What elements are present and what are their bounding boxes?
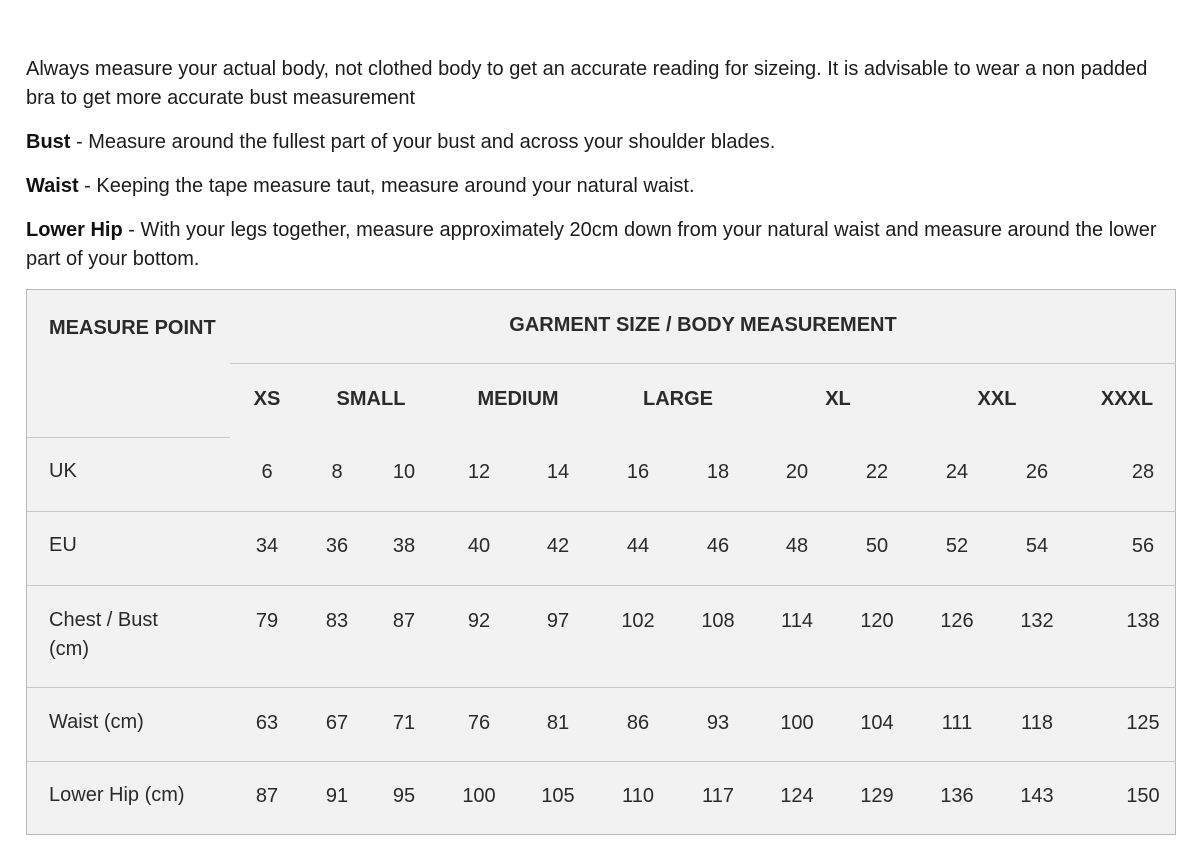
table-cell: 14 <box>546 461 570 483</box>
table-cell: 71 <box>392 712 416 734</box>
table-cell: 104 <box>860 712 894 734</box>
table-cell: 92 <box>467 610 491 632</box>
row-label: Chest / Bust (cm) <box>49 609 158 660</box>
size-group-xxxl: XXXL <box>1100 388 1154 410</box>
table-cell: 18 <box>706 461 730 483</box>
table-cell: 50 <box>865 535 889 557</box>
table-cell: 36 <box>325 535 349 557</box>
row-label: EU <box>49 534 77 556</box>
waist-text: - Keeping the tape measure taut, measure around your natural waist. <box>78 175 695 197</box>
table-divider <box>230 363 1176 364</box>
table-cell: 150 <box>1126 785 1160 807</box>
table-cell: 91 <box>325 785 349 807</box>
table-cell: 56 <box>1131 535 1155 557</box>
garment-size-header: GARMENT SIZE / BODY MEASUREMENT <box>509 314 897 336</box>
hip-text: - With your legs together, measure approximately 20cm down from your natural waist and measure around the lower part of your bottom. <box>26 219 1157 270</box>
table-cell: 124 <box>780 785 814 807</box>
table-cell: 79 <box>255 610 279 632</box>
table-divider <box>27 687 1176 688</box>
table-cell: 117 <box>702 785 734 807</box>
row-label: Lower Hip (cm) <box>49 784 185 806</box>
table-cell: 20 <box>785 461 809 483</box>
table-cell: 93 <box>706 712 730 734</box>
table-cell: 143 <box>1020 785 1054 807</box>
table-cell: 16 <box>626 461 650 483</box>
table-cell: 67 <box>325 712 349 734</box>
table-divider <box>27 585 1176 586</box>
table-cell: 38 <box>392 535 416 557</box>
bust-text: - Measure around the fullest part of your bust and across your shoulder blades. <box>70 131 776 153</box>
table-cell: 100 <box>780 712 814 734</box>
row-label: Waist (cm) <box>49 711 144 733</box>
size-group-small: SMALL <box>336 388 406 410</box>
hip-instruction <box>26 216 1176 274</box>
general-instruction: Always measure your actual body, not clothed body to get an accurate reading for sizeing. It is advisable to wear a non padded bra to get more accurate bust measurement <box>26 58 1148 109</box>
table-cell: 138 <box>1126 610 1160 632</box>
table-cell: 86 <box>626 712 650 734</box>
table-divider <box>27 761 1176 762</box>
table-cell: 40 <box>467 535 491 557</box>
table-cell: 10 <box>392 461 416 483</box>
hip-term: Lower Hip <box>26 219 123 241</box>
table-cell: 26 <box>1025 461 1049 483</box>
table-cell: 12 <box>467 461 491 483</box>
table-cell: 126 <box>940 610 974 632</box>
waist-term: Waist <box>26 175 79 197</box>
size-chart-table <box>26 289 1176 835</box>
table-cell: 76 <box>467 712 491 734</box>
table-cell: 120 <box>860 610 894 632</box>
table-cell: 54 <box>1025 535 1049 557</box>
table-cell: 100 <box>462 785 496 807</box>
table-cell: 83 <box>325 610 349 632</box>
row-label: UK <box>49 460 77 482</box>
table-cell: 125 <box>1126 712 1160 734</box>
waist-instruction <box>26 172 1176 201</box>
table-cell: 111 <box>941 712 973 734</box>
table-cell: 110 <box>622 785 654 807</box>
table-cell: 48 <box>785 535 809 557</box>
table-cell: 97 <box>546 610 570 632</box>
table-cell: 129 <box>860 785 894 807</box>
table-cell: 108 <box>701 610 735 632</box>
table-divider <box>27 511 1176 512</box>
table-divider <box>27 437 230 438</box>
table-cell: 87 <box>392 610 416 632</box>
table-cell: 8 <box>331 461 343 483</box>
size-group-xxl: XXL <box>977 388 1017 410</box>
table-cell: 22 <box>865 461 889 483</box>
table-cell: 105 <box>541 785 575 807</box>
table-cell: 34 <box>255 535 279 557</box>
table-cell: 136 <box>940 785 974 807</box>
bust-term: Bust <box>26 131 71 153</box>
table-cell: 87 <box>255 785 279 807</box>
measure-point-header: MEASURE POINT <box>49 317 216 339</box>
table-cell: 44 <box>626 535 650 557</box>
table-cell: 81 <box>546 712 570 734</box>
table-cell: 24 <box>945 461 969 483</box>
table-cell: 42 <box>546 535 570 557</box>
size-group-xl: XL <box>825 388 851 410</box>
table-cell: 95 <box>392 785 416 807</box>
table-cell: 114 <box>781 610 813 632</box>
bust-instruction <box>26 128 1176 157</box>
size-group-medium: MEDIUM <box>477 388 559 410</box>
table-cell: 52 <box>945 535 969 557</box>
size-group-xs: XS <box>253 388 281 410</box>
table-cell: 28 <box>1131 461 1155 483</box>
table-cell: 6 <box>261 461 273 483</box>
size-group-large: LARGE <box>643 388 713 410</box>
table-cell: 46 <box>706 535 730 557</box>
table-cell: 118 <box>1021 712 1053 734</box>
size-guide-intro <box>26 55 1176 289</box>
table-cell: 132 <box>1020 610 1054 632</box>
table-cell: 63 <box>255 712 279 734</box>
table-cell: 102 <box>621 610 655 632</box>
